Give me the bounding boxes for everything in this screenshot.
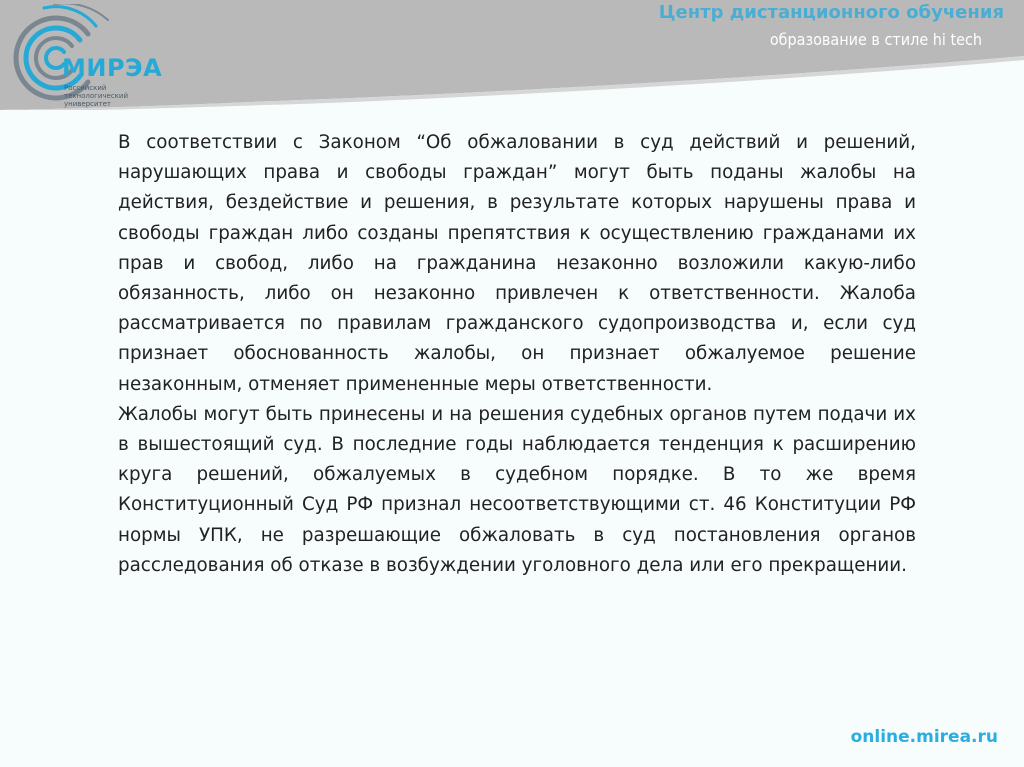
logo-text: МИРЭА	[62, 54, 163, 82]
center-title: Центр дистанционного обучения	[658, 2, 1004, 23]
paragraph: В соответствии с Законом “Об обжаловании в суд действий и решений, нарушающих права и свободы граждан” могут быть поданы жалобы на действия, бездействие и решения, в результате которых нарушены права и свободы граждан либо созданы препятствия к осуществлению гражданами их прав и свобод, либо на гражданина незаконно возложили какую-либо обязанность, либо он незаконно привлечен к ответственности. Жалоба рассматривается по правилам гражданского судопроизводства и, если суд признает обоснованность жалобы, он признает обжалуемое решение незаконным, отменяет примененные меры ответственности.	[118, 132, 916, 395]
footer-url: online.mirea.ru	[850, 727, 998, 747]
mirea-logo	[4, 4, 184, 108]
logo-subtitle: Российский технологический университет	[64, 84, 128, 108]
center-subtitle: образование в стиле hi tech	[769, 30, 982, 49]
paragraph: Жалобы могут быть принесены и на решения судебных органов путем подачи их в вышестоящий суд. В последние годы наблюдается тенденция к расширению круга решений, обжалуемых в судебном порядке. В то же время Конституционный Суд РФ признал несоответствующими ст. 46 Конституции РФ нормы УПК, не разрешающие обжаловать в суд постановления органов расследования об отказе в возбуждении уголовного дела или его прекращении.	[118, 403, 916, 576]
main-content	[118, 128, 916, 581]
